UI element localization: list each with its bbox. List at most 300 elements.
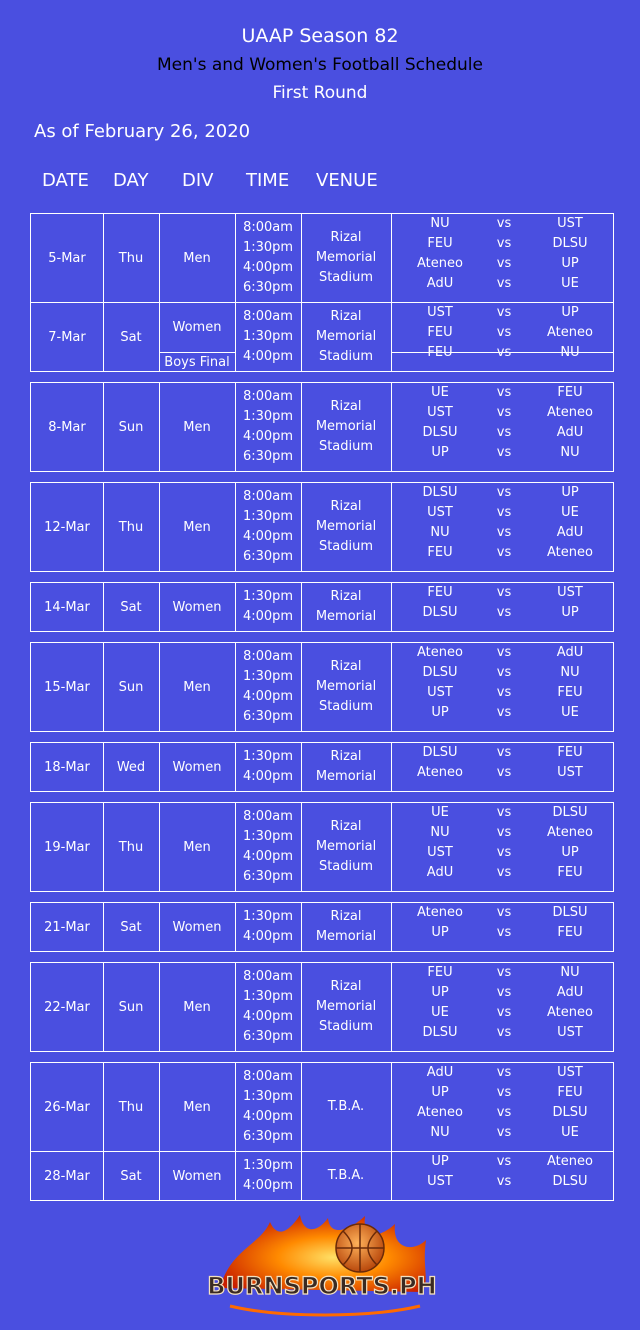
versus-label: vs (496, 685, 512, 700)
team-away: UST (557, 765, 583, 780)
team-home: DLSU (422, 1025, 458, 1040)
team-away: AdU (556, 985, 584, 1000)
logo-wordmark: BURNSPORTS.PH (207, 1272, 437, 1300)
division-cell: Men (183, 250, 211, 266)
as-of-date: As of February 26, 2020 (34, 121, 251, 142)
venue-line: Rizal (330, 499, 362, 514)
team-away: UE (561, 705, 579, 720)
venue-line: Rizal (330, 979, 362, 994)
matchup-row (391, 254, 613, 274)
venue-line: Rizal (330, 659, 362, 674)
versus-label: vs (496, 605, 512, 620)
versus-label: vs (496, 505, 512, 520)
schedule-block (30, 1151, 614, 1201)
time-cell (235, 643, 301, 731)
versus-label: vs (496, 1174, 512, 1189)
team-home: UP (431, 445, 449, 460)
team-away: UST (557, 216, 583, 231)
time-slot: 8:00am (243, 649, 293, 664)
team-home: NU (430, 525, 450, 540)
team-home: AdU (426, 1065, 454, 1080)
team-home: FEU (427, 545, 453, 560)
schedule-block (30, 302, 614, 372)
division-cell: Women (172, 599, 222, 615)
matchup-row (391, 863, 613, 883)
team-home: NU (430, 216, 450, 231)
versus-label: vs (496, 445, 512, 460)
versus-label: vs (496, 925, 512, 940)
versus-label: vs (496, 645, 512, 660)
matchups-cell (391, 803, 613, 891)
matchup-row (391, 1103, 613, 1123)
venue-line: Stadium (318, 1019, 374, 1034)
date-cell: 5-Mar (48, 250, 86, 266)
team-home: Ateneo (417, 645, 463, 660)
division-cell: Women (172, 319, 222, 335)
versus-label: vs (496, 525, 512, 540)
team-away: Ateneo (547, 545, 593, 560)
team-home: UP (431, 925, 449, 940)
team-away: Ateneo (547, 325, 593, 340)
team-home: UP (431, 1154, 449, 1169)
matchup-row (391, 603, 613, 623)
team-home: UP (431, 985, 449, 1000)
time-slot: 6:30pm (242, 280, 294, 295)
column-header-date: DATE (42, 170, 89, 191)
versus-label: vs (496, 216, 512, 231)
date-cell: 22-Mar (44, 999, 90, 1015)
matchups-cell (391, 643, 613, 731)
venue-line: Stadium (318, 699, 374, 714)
venue-cell (301, 583, 391, 631)
time-slot: 1:30pm (242, 240, 294, 255)
team-away: FEU (557, 865, 583, 880)
versus-label: vs (496, 585, 512, 600)
venue-line: Memorial (315, 609, 377, 624)
versus-label: vs (496, 1005, 512, 1020)
time-slot: 4:00pm (242, 609, 294, 624)
matchups-cell (391, 963, 613, 1051)
team-away: UP (561, 845, 579, 860)
time-slot: 8:00am (243, 309, 293, 324)
time-cell (235, 583, 301, 631)
versus-label: vs (496, 1085, 512, 1100)
versus-label: vs (496, 805, 512, 820)
team-away: UP (561, 305, 579, 320)
schedule-block (30, 962, 614, 1052)
versus-label: vs (496, 385, 512, 400)
time-slot: 6:30pm (242, 1029, 294, 1044)
team-home: UST (427, 305, 453, 320)
team-away: Ateneo (547, 1154, 593, 1169)
venue-line: Memorial (315, 419, 377, 434)
schedule-block (30, 902, 614, 952)
versus-label: vs (496, 825, 512, 840)
team-home: FEU (427, 345, 453, 360)
venue-line: Memorial (315, 519, 377, 534)
versus-label: vs (496, 665, 512, 680)
versus-label: vs (496, 345, 512, 360)
team-away: UST (557, 585, 583, 600)
venue-line: Stadium (318, 439, 374, 454)
time-slot: 4:00pm (242, 769, 294, 784)
matchups-cell (391, 1063, 613, 1151)
matchup-row (391, 214, 613, 234)
team-home: FEU (427, 585, 453, 600)
schedule-block (30, 482, 614, 572)
team-away: NU (560, 665, 580, 680)
versus-label: vs (496, 1025, 512, 1040)
burnsports-logo (200, 1210, 444, 1320)
matchup-row (391, 1063, 613, 1083)
venue-cell (301, 483, 391, 571)
time-cell (235, 214, 301, 302)
venue-cell (301, 743, 391, 791)
division-cell: Women (172, 919, 222, 935)
venue-cell (301, 803, 391, 891)
team-away: FEU (557, 685, 583, 700)
team-home: UST (427, 685, 453, 700)
time-cell (235, 963, 301, 1051)
time-slot: 8:00am (243, 809, 293, 824)
venue-line: Rizal (330, 230, 362, 245)
team-home: FEU (427, 965, 453, 980)
team-home: UST (427, 1174, 453, 1189)
time-cell (235, 1152, 301, 1200)
matchup-row (391, 983, 613, 1003)
day-cell: Thu (118, 519, 144, 535)
matchup-row (391, 443, 613, 463)
venue-cell (301, 303, 391, 371)
time-slot: 8:00am (243, 1069, 293, 1084)
matchups-cell (391, 383, 613, 471)
division-cell: Men (183, 839, 211, 855)
versus-label: vs (496, 705, 512, 720)
time-slot: 8:00am (243, 389, 293, 404)
matchup-row (391, 803, 613, 823)
division-cell: Women (172, 1168, 222, 1184)
time-slot: 6:30pm (242, 549, 294, 564)
venue-cell (301, 1152, 391, 1200)
matchup-row (391, 1003, 613, 1023)
matchups-cell (391, 583, 613, 631)
team-home: DLSU (422, 425, 458, 440)
time-slot: 4:00pm (242, 260, 294, 275)
day-cell: Sat (120, 329, 142, 345)
team-home: AdU (426, 276, 454, 291)
day-cell: Thu (118, 1099, 144, 1115)
time-slot: 6:30pm (242, 1129, 294, 1144)
division-cell-boys-final: Boys Final (164, 354, 230, 370)
versus-label: vs (496, 276, 512, 291)
time-slot: 8:00am (243, 220, 293, 235)
time-slot: 1:30pm (242, 509, 294, 524)
time-slot: 4:00pm (242, 529, 294, 544)
team-away: FEU (557, 1085, 583, 1100)
versus-label: vs (496, 425, 512, 440)
team-away: NU (560, 345, 580, 360)
team-away: DLSU (552, 1105, 588, 1120)
team-home: AdU (426, 865, 454, 880)
time-slot: 1:30pm (242, 329, 294, 344)
column-header-div: DIV (182, 170, 214, 191)
versus-label: vs (496, 1065, 512, 1080)
matchup-row (391, 1083, 613, 1103)
team-home: UE (431, 805, 449, 820)
date-cell: 7-Mar (48, 329, 86, 345)
matchup-row (391, 643, 613, 663)
day-cell: Thu (118, 839, 144, 855)
schedule-block (30, 742, 614, 792)
schedule-block (30, 582, 614, 632)
venue-line: Stadium (318, 859, 374, 874)
date-cell: 15-Mar (44, 679, 90, 695)
time-slot: 6:30pm (242, 449, 294, 464)
venue-line: Memorial (315, 769, 377, 784)
versus-label: vs (496, 485, 512, 500)
matchup-row (391, 234, 613, 254)
team-away: DLSU (552, 905, 588, 920)
versus-label: vs (496, 745, 512, 760)
venue-line: Stadium (318, 270, 374, 285)
matchup-row (391, 683, 613, 703)
matchups-cell (391, 214, 613, 302)
matchup-row (391, 583, 613, 603)
page-title: UAAP Season 82 (241, 25, 399, 47)
venue-line: Rizal (330, 749, 362, 764)
venue-line: T.B.A. (327, 1168, 365, 1183)
time-slot: 1:30pm (242, 1158, 294, 1173)
time-slot: 4:00pm (242, 1009, 294, 1024)
date-cell: 21-Mar (44, 919, 90, 935)
venue-cell (301, 643, 391, 731)
time-slot: 1:30pm (242, 409, 294, 424)
team-home: UP (431, 1085, 449, 1100)
versus-label: vs (496, 305, 512, 320)
time-cell (235, 903, 301, 951)
day-cell: Sun (118, 419, 144, 435)
time-slot: 4:00pm (242, 349, 294, 364)
division-cell: Men (183, 999, 211, 1015)
team-home: UST (427, 505, 453, 520)
time-slot: 6:30pm (242, 709, 294, 724)
day-cell: Sat (120, 599, 142, 615)
versus-label: vs (496, 905, 512, 920)
venue-line: T.B.A. (327, 1099, 365, 1114)
versus-label: vs (496, 965, 512, 980)
team-home: UST (427, 845, 453, 860)
team-home: UP (431, 705, 449, 720)
team-away: FEU (557, 925, 583, 940)
date-cell: 12-Mar (44, 519, 90, 535)
team-home: NU (430, 825, 450, 840)
time-slot: 4:00pm (242, 849, 294, 864)
time-slot: 1:30pm (242, 989, 294, 1004)
matchups-cell (391, 743, 613, 791)
venue-line: Rizal (330, 589, 362, 604)
venue-line: Memorial (315, 250, 377, 265)
day-cell: Thu (118, 250, 144, 266)
venue-cell (301, 1063, 391, 1151)
matchup-row (391, 963, 613, 983)
date-cell: 18-Mar (44, 759, 90, 775)
matchup-row (391, 703, 613, 723)
time-slot: 1:30pm (242, 669, 294, 684)
date-cell: 28-Mar (44, 1168, 90, 1184)
venue-line: Stadium (318, 539, 374, 554)
versus-label: vs (496, 256, 512, 271)
time-slot: 4:00pm (242, 1109, 294, 1124)
versus-label: vs (496, 1154, 512, 1169)
matchup-row (391, 403, 613, 423)
matchup-row (391, 823, 613, 843)
team-away: UP (561, 605, 579, 620)
time-cell (235, 743, 301, 791)
division-cell: Men (183, 419, 211, 435)
time-slot: 6:30pm (242, 869, 294, 884)
time-slot: 4:00pm (242, 1178, 294, 1193)
venue-line: Rizal (330, 309, 362, 324)
versus-label: vs (496, 545, 512, 560)
versus-label: vs (496, 236, 512, 251)
venue-line: Rizal (330, 909, 362, 924)
time-cell (235, 1063, 301, 1151)
team-away: NU (560, 445, 580, 460)
day-cell: Sat (120, 919, 142, 935)
matchup-row (391, 923, 613, 943)
time-slot: 4:00pm (242, 429, 294, 444)
date-cell: 19-Mar (44, 839, 90, 855)
time-slot: 1:30pm (242, 589, 294, 604)
time-slot: 4:00pm (242, 929, 294, 944)
team-home: DLSU (422, 485, 458, 500)
team-home: Ateneo (417, 765, 463, 780)
schedule-block (30, 802, 614, 892)
date-cell: 14-Mar (44, 599, 90, 615)
versus-label: vs (496, 765, 512, 780)
team-away: UP (561, 256, 579, 271)
matchup-row (391, 543, 613, 563)
team-away: UST (557, 1025, 583, 1040)
matchup-row (391, 343, 613, 363)
matchups-cell (391, 903, 613, 951)
matchups-cell (391, 303, 613, 371)
column-header-day: DAY (113, 170, 149, 191)
venue-line: Rizal (330, 819, 362, 834)
flaming-basketball-icon (200, 1210, 444, 1320)
schedule-block (30, 213, 614, 303)
column-header-time: TIME (246, 170, 290, 191)
matchup-row (391, 1023, 613, 1043)
matchup-row (391, 523, 613, 543)
versus-label: vs (496, 325, 512, 340)
schedule-block (30, 382, 614, 472)
date-cell: 8-Mar (48, 419, 86, 435)
matchup-row (391, 483, 613, 503)
matchup-row (391, 423, 613, 443)
team-away: Ateneo (547, 405, 593, 420)
team-home: Ateneo (417, 905, 463, 920)
matchup-row (391, 323, 613, 343)
row-divider (159, 352, 235, 353)
team-away: AdU (556, 645, 584, 660)
matchup-row (391, 303, 613, 323)
team-home: FEU (427, 325, 453, 340)
team-away: UST (557, 1065, 583, 1080)
team-home: UE (431, 1005, 449, 1020)
team-away: NU (560, 965, 580, 980)
team-away: FEU (557, 745, 583, 760)
team-away: AdU (556, 425, 584, 440)
team-away: UP (561, 485, 579, 500)
schedule-block (30, 642, 614, 732)
versus-label: vs (496, 405, 512, 420)
date-cell: 26-Mar (44, 1099, 90, 1115)
time-cell (235, 383, 301, 471)
time-slot: 8:00am (243, 969, 293, 984)
versus-label: vs (496, 865, 512, 880)
venue-cell (301, 903, 391, 951)
venue-cell (301, 383, 391, 471)
page-subtitle: Men's and Women's Football Schedule (157, 55, 483, 75)
time-slot: 1:30pm (242, 1089, 294, 1104)
matchup-row (391, 274, 613, 294)
time-slot: 1:30pm (242, 909, 294, 924)
time-slot: 1:30pm (242, 829, 294, 844)
division-cell: Men (183, 519, 211, 535)
team-home: DLSU (422, 605, 458, 620)
matchup-row (391, 743, 613, 763)
matchup-row (391, 1172, 613, 1192)
time-slot: 1:30pm (242, 749, 294, 764)
team-home: UE (431, 385, 449, 400)
matchup-row (391, 1123, 613, 1143)
venue-cell (301, 214, 391, 302)
venue-line: Rizal (330, 399, 362, 414)
time-slot: 8:00am (243, 489, 293, 504)
matchup-row (391, 383, 613, 403)
day-cell: Sun (118, 679, 144, 695)
versus-label: vs (496, 845, 512, 860)
time-slot: 4:00pm (242, 689, 294, 704)
team-away: Ateneo (547, 1005, 593, 1020)
venue-line: Memorial (315, 999, 377, 1014)
day-cell: Sat (120, 1168, 142, 1184)
versus-label: vs (496, 985, 512, 1000)
division-cell: Women (172, 759, 222, 775)
matchup-row (391, 503, 613, 523)
team-home: DLSU (422, 745, 458, 760)
venue-cell (301, 963, 391, 1051)
team-away: AdU (556, 525, 584, 540)
team-home: Ateneo (417, 256, 463, 271)
team-away: DLSU (552, 236, 588, 251)
matchup-row (391, 663, 613, 683)
time-cell (235, 483, 301, 571)
team-home: DLSU (422, 665, 458, 680)
matchup-row (391, 843, 613, 863)
team-away: UE (561, 276, 579, 291)
matchup-row (391, 1152, 613, 1172)
team-away: UE (561, 505, 579, 520)
day-cell: Wed (116, 759, 146, 775)
venue-line: Memorial (315, 679, 377, 694)
team-home: FEU (427, 236, 453, 251)
matchup-row (391, 763, 613, 783)
team-away: Ateneo (547, 825, 593, 840)
division-cell: Men (183, 679, 211, 695)
team-away: DLSU (552, 1174, 588, 1189)
